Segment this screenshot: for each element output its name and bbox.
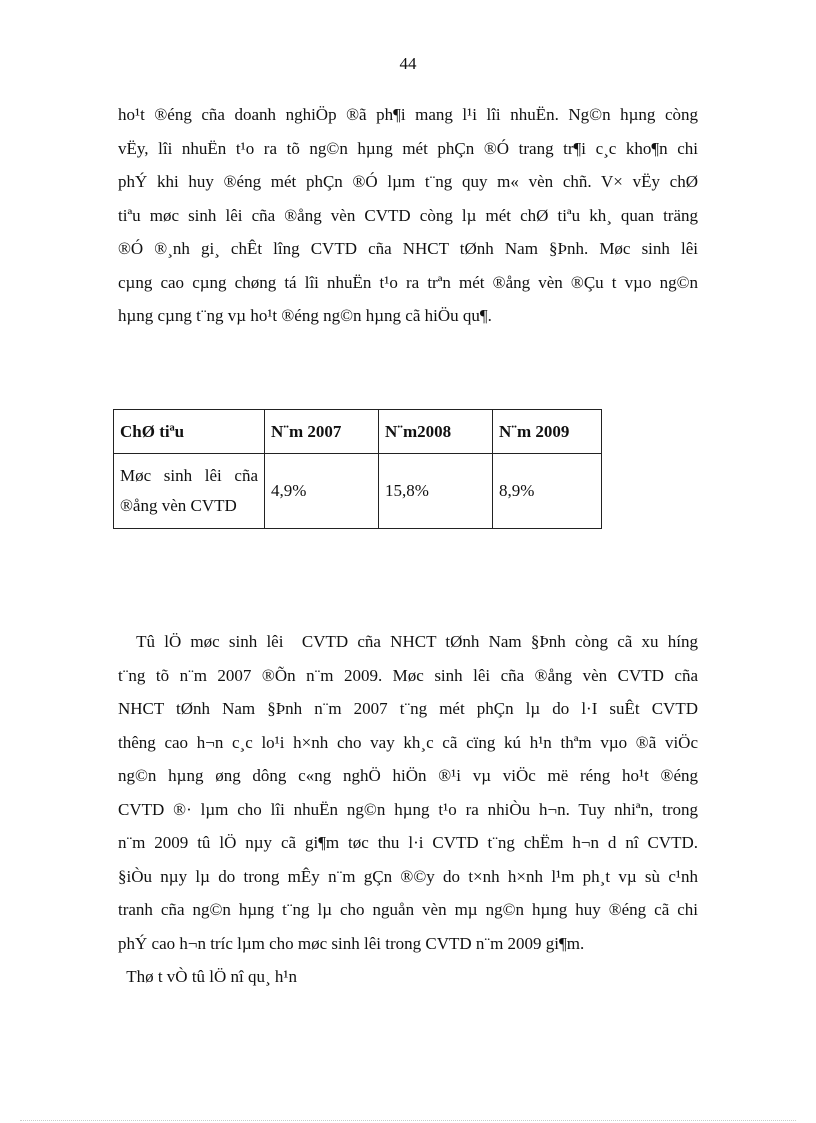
header-year-2007: N¨m 2007 [265, 410, 379, 454]
table-row [114, 454, 602, 529]
header-year-2008: N¨m2008 [379, 410, 493, 454]
profitability-table [113, 409, 602, 529]
text-line: §iÒu nµy lµ do trong mÊy n¨m gÇn ®©y do t×nh h×nh l¹m ph¸t vµ sù c¹nh [118, 866, 698, 886]
value-2009: 8,9% [493, 454, 602, 529]
text-line: thêng cao h¬n c¸c lo¹i h×nh cho vay kh¸c cã cïng kú h¹n thªm vµo ®ã viÖc [118, 732, 698, 752]
row-label [114, 454, 265, 529]
text-line: CVTD ®· lµm cho lîi nhuËn ng©n hµng t¹o ra nhiÒu h¬n. Tuy nhiªn, trong [118, 799, 698, 819]
text-line: n¨m 2009 tû lÖ nµy cã gi¶m tøc thu l·i CVTD t¨ng chËm h¬n d nî CVTD. [118, 833, 698, 852]
section-heading-line: Thø t vÒ tû lÖ nî qu¸ h¹n [118, 967, 298, 986]
header-year-2009: N¨m 2009 [493, 410, 602, 454]
row-label-line: Møc sinh lêi cña [120, 466, 258, 485]
value-2007: 4,9% [265, 454, 379, 529]
value-2008: 15,8% [379, 454, 493, 529]
paragraph-profitability-intro [118, 98, 698, 333]
text-line: ho¹t ®éng cña doanh nghiÖp ®ã ph¶i mang l¹i lîi nhuËn. Ng©n hµng còng [118, 105, 698, 124]
table-header-row [114, 410, 602, 454]
text-line: Tû lÖ møc sinh lêi CVTD cña NHCT tØnh Nam §Þnh còng cã xu híng [118, 632, 698, 651]
text-line: NHCT tØnh Nam §Þnh n¨m 2007 t¨ng mét phÇn lµ do l·I suÊt CVTD [118, 699, 698, 718]
text-line: vËy, lîi nhuËn t¹o ra tõ ng©n hµng mét phÇn ®Ó trang tr¶i c¸c kho¶n chi [118, 138, 698, 158]
row-label-line: ®ång vèn CVTD [120, 496, 237, 515]
text-line: hµng cµng t¨ng vµ ho¹t ®éng ng©n hµng cã hiÖu qu¶. [118, 306, 492, 325]
paragraph-profitability-analysis [118, 625, 698, 994]
text-line: ®Ó ®¸nh gi¸ chÊt lîng CVTD cña NHCT tØnh Nam §Þnh. Møc sinh lêi [118, 239, 698, 258]
text-line: tranh cña ng©n hµng t¨ng lµ cho nguån vèn mµ ng©n hµng huy ®éng cã chi [118, 900, 698, 919]
text-line: cµng cao cµng chøng tá lîi nhuËn t¹o ra trªn mét ®ång vèn ®Çu t vµo ng©n [118, 272, 698, 292]
text-line: phÝ cao h¬n tríc lµm cho møc sinh lêi trong CVTD n¨m 2009 gi¶m. [118, 933, 585, 953]
text-line: tiªu møc sinh lêi cña ®ång vèn CVTD còng lµ mét chØ tiªu kh¸ quan träng [118, 205, 698, 225]
header-indicator: ChØ tiªu [114, 410, 265, 454]
page-number: 44 [399, 54, 417, 73]
page-bottom-divider [20, 1120, 796, 1121]
text-line: t¨ng tõ n¨m 2007 ®Õn n¨m 2009. Møc sinh lêi cña ®ång vèn CVTD cña [118, 665, 698, 685]
text-line: ng©n hµng øng dông c«ng nghÖ hiÖn ®¹i vµ viÖc më réng ho¹t ®éng [118, 766, 698, 785]
text-line: phÝ khi huy ®éng mét phÇn ®Ó lµm t¨ng quy m« vèn chñ. V× vËy chØ [118, 172, 698, 191]
